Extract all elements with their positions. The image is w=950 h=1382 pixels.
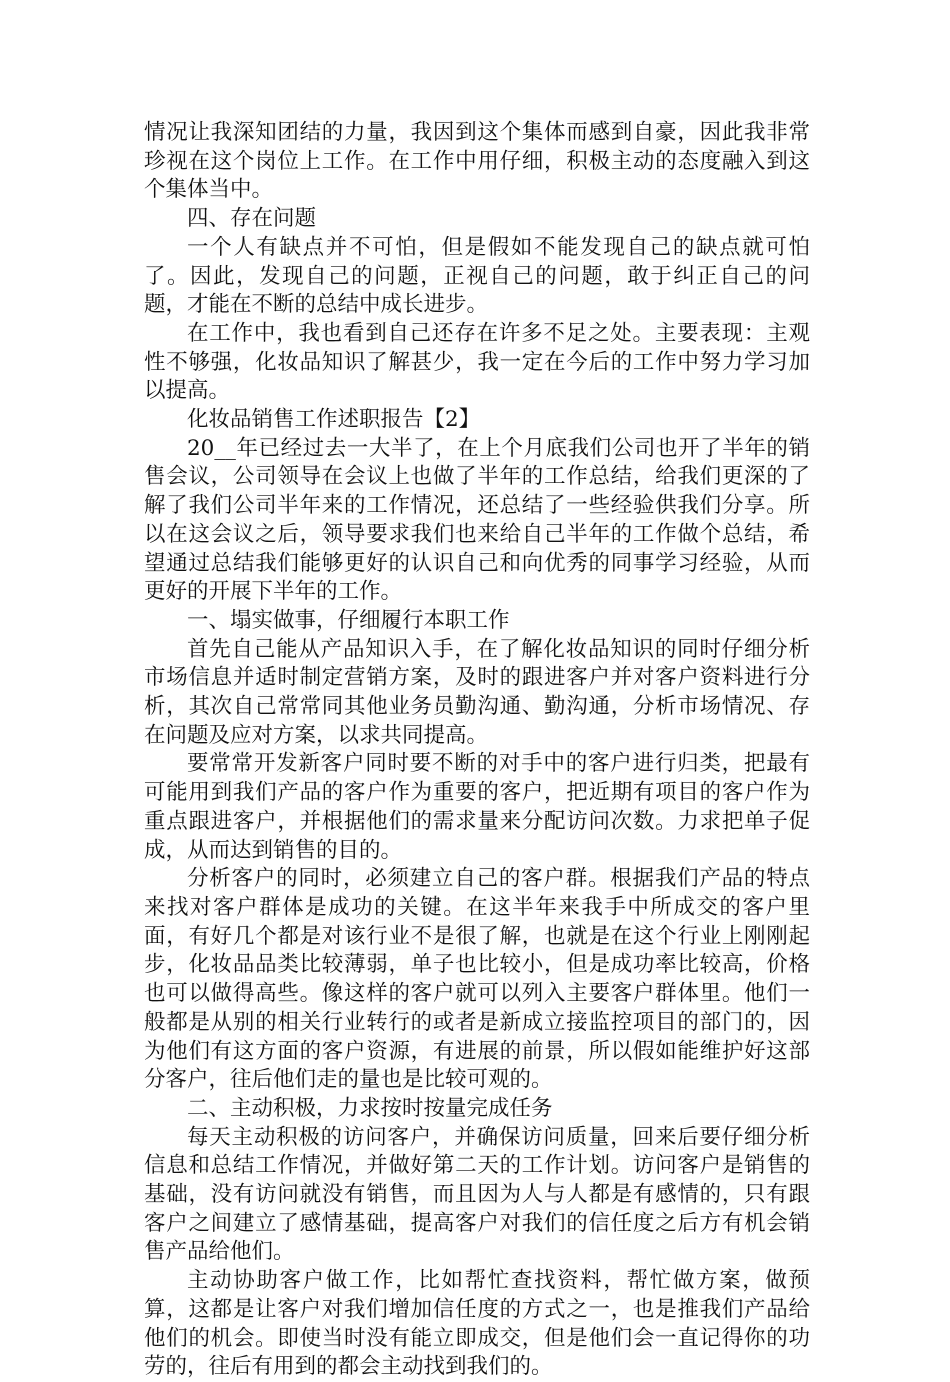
paragraph-insufficiencies: 在工作中，我也看到自己还存在许多不足之处。主要表现：主观性不够强，化妆品知识了解甚少，我一定在今后的工作中努力学习加以提高。 — [144, 320, 810, 404]
report-title-2: 化妆品销售工作述职报告【2】 — [187, 407, 481, 433]
paragraph-assist-customers: 主动协助客户做工作，比如帮忙查找资料，帮忙做方案，做预算，这都是让客户对我们增加信任度的方式之一，也是推我们产品给他们的机会。即使当时没有能立即成交，但是他们会一直记得你的功劳的，往后有用到的都会主动找到我们的。 — [144, 1268, 810, 1380]
section-heading-proactive: 二、主动积极，力求按时按量完成任务 — [187, 1095, 553, 1121]
document-body — [144, 119, 810, 1382]
paragraph-teamwork-continued: 情况让我深知团结的力量，我因到这个集体而感到自豪，因此我非常珍视在这个岗位上工作。在工作中用仔细，积极主动的态度融入到这个集体当中。 — [144, 120, 810, 203]
paragraph-customer-group: 分析客户的同时，必须建立自己的客户群。根据我们产品的特点来找对客户群体是成功的关键。在这半年来我手中所成交的客户里面，有好几个都是对该行业不是很了解，也就是在这个行业上刚刚起步，化妆品品类比较薄弱，单子也比较小，但是成功率比较高，价格也可以做得高些。像这样的客户就可以列入主要客户群体里。他们一般都是从别的相关行业转行的或者是新成立接监控项目的部门的，因为他们有这方面的客户资源，有进展的前景，所以假如能维护好这部分客户，往后他们走的量也是比较可观的。 — [144, 866, 810, 1093]
paragraph-half-year-intro: 20__年已经过去一大半了，在上个月底我们公司也开了半年的销售会议，公司领导在会议上也做了半年的工作总结，给我们更深的了解了我们公司半年来的工作情况，还总结了一些经验供我们分享。所以在这会议之后，领导要求我们也来给自己半年的工作做个总结，希望通过总结我们能够更好的认识自己和向优秀的同事学习经验，从而更好的开展下半年的工作。 — [144, 435, 810, 605]
paragraph-new-customers: 要常常开发新客户同时要不断的对手中的客户进行归类，把最有可能用到我们产品的客户作为重要的客户，把近期有项目的客户作为重点跟进客户，并根据他们的需求量来分配访问次数。力求把单子促成，从而达到销售的目的。 — [144, 751, 810, 863]
paragraph-daily-visits: 每天主动积极的访问客户，并确保访问质量，回来后要仔细分析信息和总结工作情况，并做好第二天的工作计划。访问客户是销售的基础，没有访问就没有销售，而且因为人与人都是有感情的，只有跟客户之间建立了感情基础，提高客户对我们的信任度之后方有机会销售产品给他们。 — [144, 1124, 810, 1265]
section-heading-diligent-work: 一、塌实做事，仔细履行本职工作 — [187, 607, 510, 633]
section-heading-problems: 四、存在问题 — [187, 206, 317, 232]
paragraph-product-knowledge: 首先自己能从产品知识入手，在了解化妆品知识的同时仔细分析市场信息并适时制定营销方案，及时的跟进客户并对客户资料进行分析，其次自己常常同其他业务员勤沟通、勤沟通，分析市场情况、存在问题及应对方案，以求共同提高。 — [144, 636, 810, 748]
paragraph-shortcomings: 一个人有缺点并不可怕，但是假如不能发现自己的缺点就可怕了。因此，发现自己的问题，正视自己的问题，敢于纠正自己的问题，才能在不断的总结中成长进步。 — [144, 234, 810, 318]
